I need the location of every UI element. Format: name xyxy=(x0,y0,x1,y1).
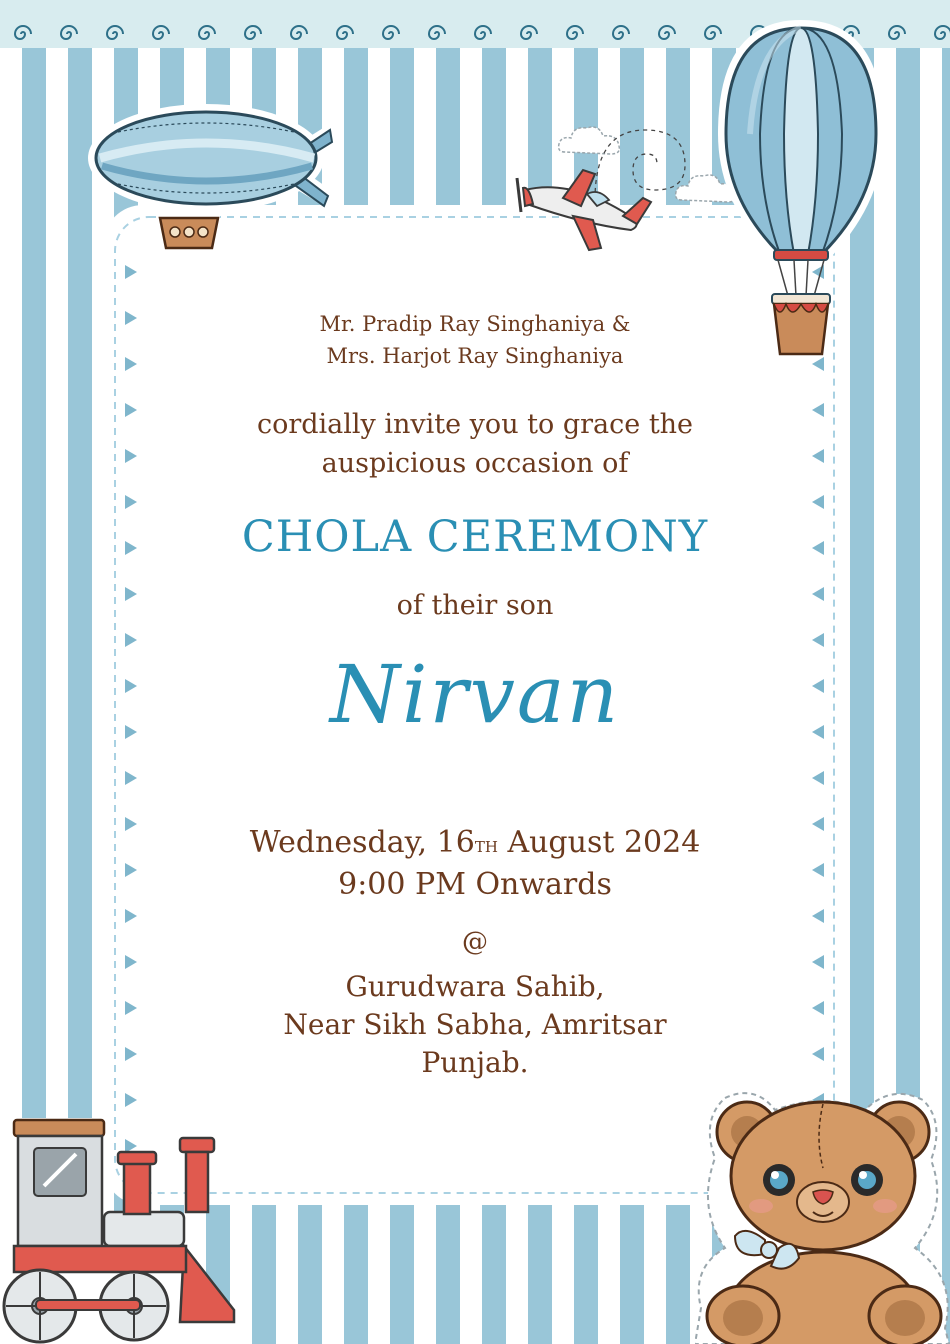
toy-train-icon xyxy=(0,1100,245,1344)
at-symbol: @ xyxy=(462,927,488,957)
venue-address xyxy=(0,968,950,1082)
airship-icon xyxy=(88,100,348,270)
event-time: 9:00 PM Onwards xyxy=(338,867,612,902)
event-title: CHOLA CEREMONY xyxy=(241,512,709,562)
venue-line: Near Sikh Sabha, Amritsar xyxy=(283,1008,667,1041)
event-date xyxy=(0,822,950,864)
date-suffix: August 2024 xyxy=(497,825,701,860)
son-line: of their son xyxy=(396,590,554,621)
date-ordinal: TH xyxy=(474,838,498,856)
child-name: Nirvan xyxy=(329,648,621,741)
invite-line: auspicious occasion of xyxy=(321,448,629,479)
hot-air-balloon-icon xyxy=(716,14,886,370)
date-prefix: Wednesday, 16 xyxy=(249,825,475,860)
parent-line: Mrs. Harjot Ray Singhaniya xyxy=(326,344,624,368)
venue-line: Gurudwara Sahib, xyxy=(345,970,605,1003)
venue-line: Punjab. xyxy=(421,1046,529,1079)
teddy-bear-icon xyxy=(695,1088,950,1344)
parent-line: Mr. Pradip Ray Singhaniya & xyxy=(319,312,631,336)
invitation-text xyxy=(0,405,950,483)
invite-line: cordially invite you to grace the xyxy=(256,409,694,440)
airplane-icon xyxy=(503,158,663,258)
event-datetime xyxy=(0,822,950,906)
